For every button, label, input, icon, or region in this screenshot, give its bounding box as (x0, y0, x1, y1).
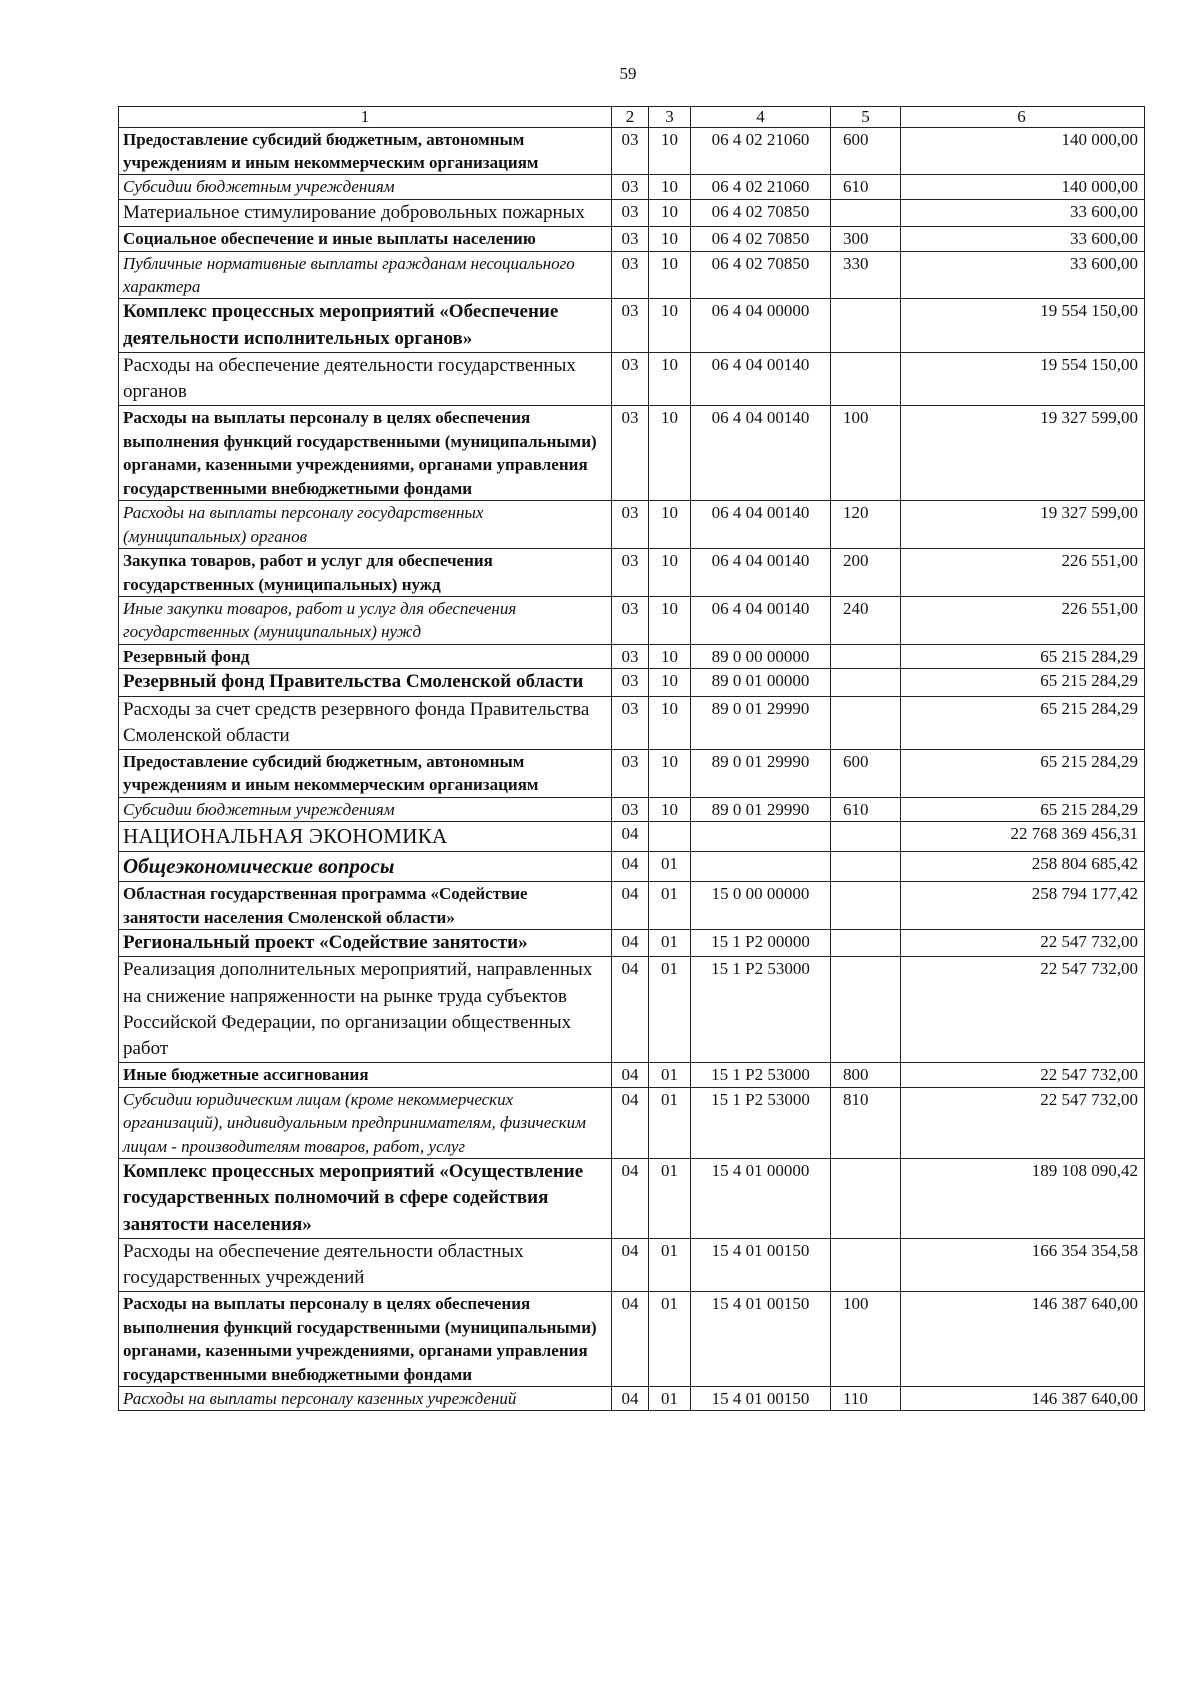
table-row (119, 1159, 1145, 1239)
cell-section: 04 (612, 1238, 649, 1291)
cell-name: Предоставление субсидий бюджетным, автономным учреждениям и иным некоммерческим организациям (119, 750, 612, 798)
cell-target-article: 06 4 04 00140 (691, 406, 831, 501)
column-header-5: 5 (831, 107, 901, 128)
cell-amount: 146 387 640,00 (901, 1387, 1145, 1411)
cell-expense-type (831, 696, 901, 749)
cell-expense-type (831, 299, 901, 352)
table-row (119, 127, 1145, 175)
cell-name: Расходы на выплаты персоналу казенных учреждений (119, 1387, 612, 1411)
cell-section: 04 (612, 1292, 649, 1387)
cell-subsection: 01 (649, 957, 691, 1063)
table-row (119, 696, 1145, 749)
cell-section: 03 (612, 406, 649, 501)
table-row (119, 406, 1145, 501)
cell-name: Иные закупки товаров, работ и услуг для обеспечения государственных (муниципальных) нужд (119, 596, 612, 644)
cell-amount: 33 600,00 (901, 251, 1145, 299)
table-row (119, 1238, 1145, 1291)
cell-amount: 19 327 599,00 (901, 501, 1145, 549)
cell-expense-type: 300 (831, 227, 901, 251)
cell-amount: 22 768 369 456,31 (901, 822, 1145, 852)
cell-subsection: 01 (649, 1292, 691, 1387)
cell-target-article: 15 0 00 00000 (691, 882, 831, 930)
cell-name: Закупка товаров, работ и услуг для обеспечения государственных (муниципальных) нужд (119, 549, 612, 597)
page-number: 59 (619, 64, 637, 83)
cell-section: 03 (612, 251, 649, 299)
budget-table (118, 106, 1145, 1411)
cell-amount: 22 547 732,00 (901, 1087, 1145, 1158)
cell-subsection: 10 (649, 352, 691, 405)
cell-expense-type: 100 (831, 406, 901, 501)
cell-amount: 258 804 685,42 (901, 852, 1145, 882)
cell-amount: 65 215 284,29 (901, 797, 1145, 821)
cell-section: 04 (612, 1063, 649, 1087)
cell-subsection (649, 822, 691, 852)
table-row (119, 175, 1145, 199)
cell-target-article: 06 4 02 21060 (691, 175, 831, 199)
cell-target-article: 89 0 01 29990 (691, 797, 831, 821)
cell-section: 03 (612, 299, 649, 352)
cell-name: Иные бюджетные ассигнования (119, 1063, 612, 1087)
table-row (119, 852, 1145, 882)
cell-expense-type: 110 (831, 1387, 901, 1411)
cell-target-article: 15 4 01 00150 (691, 1387, 831, 1411)
cell-target-article: 06 4 04 00140 (691, 501, 831, 549)
cell-expense-type: 800 (831, 1063, 901, 1087)
cell-subsection: 10 (649, 549, 691, 597)
cell-expense-type (831, 930, 901, 957)
cell-target-article: 06 4 02 70850 (691, 227, 831, 251)
cell-target-article: 89 0 00 00000 (691, 644, 831, 668)
cell-target-article: 89 0 01 29990 (691, 696, 831, 749)
table-row (119, 957, 1145, 1063)
table-row (119, 750, 1145, 798)
cell-section: 04 (612, 1387, 649, 1411)
cell-subsection: 01 (649, 1087, 691, 1158)
table-header-row (119, 107, 1145, 128)
cell-section: 03 (612, 549, 649, 597)
cell-name: Расходы на обеспечение деятельности областных государственных учреждений (119, 1238, 612, 1291)
table-row (119, 1087, 1145, 1158)
cell-amount: 258 794 177,42 (901, 882, 1145, 930)
cell-target-article: 15 4 01 00000 (691, 1159, 831, 1239)
cell-section: 03 (612, 352, 649, 405)
cell-expense-type: 100 (831, 1292, 901, 1387)
cell-subsection: 01 (649, 852, 691, 882)
cell-section: 04 (612, 882, 649, 930)
cell-amount: 33 600,00 (901, 227, 1145, 251)
cell-amount: 65 215 284,29 (901, 669, 1145, 696)
cell-target-article: 06 4 04 00140 (691, 596, 831, 644)
cell-amount: 226 551,00 (901, 549, 1145, 597)
cell-expense-type (831, 199, 901, 226)
cell-name: Общеэкономические вопросы (119, 852, 612, 882)
cell-name: Предоставление субсидий бюджетным, автономным учреждениям и иным некоммерческим организациям (119, 127, 612, 175)
table-row (119, 1063, 1145, 1087)
table-row (119, 251, 1145, 299)
cell-name: Расходы на обеспечение деятельности государственных органов (119, 352, 612, 405)
cell-name: НАЦИОНАЛЬНАЯ ЭКОНОМИКА (119, 822, 612, 852)
cell-target-article: 06 4 04 00000 (691, 299, 831, 352)
cell-amount: 65 215 284,29 (901, 644, 1145, 668)
cell-section: 03 (612, 797, 649, 821)
cell-subsection: 10 (649, 127, 691, 175)
table-row (119, 930, 1145, 957)
table-row (119, 501, 1145, 549)
cell-name: Резервный фонд (119, 644, 612, 668)
cell-expense-type (831, 1238, 901, 1291)
cell-target-article (691, 822, 831, 852)
cell-expense-type (831, 352, 901, 405)
cell-target-article: 06 4 02 21060 (691, 127, 831, 175)
cell-section: 03 (612, 501, 649, 549)
cell-subsection: 01 (649, 1159, 691, 1239)
cell-name: Расходы на выплаты персоналу в целях обеспечения выполнения функций государственными (муниципальными) органами, казенными учреждениями, органами управления государственными внебюджетными фондами (119, 1292, 612, 1387)
table-row (119, 549, 1145, 597)
cell-name: Материальное стимулирование добровольных пожарных (119, 199, 612, 226)
cell-expense-type (831, 882, 901, 930)
cell-amount: 65 215 284,29 (901, 696, 1145, 749)
cell-expense-type: 810 (831, 1087, 901, 1158)
cell-name: Субсидии бюджетным учреждениям (119, 797, 612, 821)
cell-section: 03 (612, 750, 649, 798)
cell-section: 03 (612, 227, 649, 251)
cell-subsection: 01 (649, 1063, 691, 1087)
cell-expense-type (831, 1159, 901, 1239)
cell-section: 03 (612, 669, 649, 696)
cell-expense-type: 610 (831, 797, 901, 821)
cell-section: 03 (612, 644, 649, 668)
cell-subsection: 01 (649, 882, 691, 930)
cell-section: 03 (612, 175, 649, 199)
cell-target-article: 89 0 01 00000 (691, 669, 831, 696)
cell-section: 04 (612, 1087, 649, 1158)
table-row (119, 596, 1145, 644)
cell-name: Комплекс процессных мероприятий «Обеспечение деятельности исполнительных органов» (119, 299, 612, 352)
cell-expense-type (831, 822, 901, 852)
cell-section: 04 (612, 1159, 649, 1239)
cell-subsection: 01 (649, 1387, 691, 1411)
cell-name: Резервный фонд Правительства Смоленской области (119, 669, 612, 696)
cell-subsection: 10 (649, 199, 691, 226)
cell-amount: 19 327 599,00 (901, 406, 1145, 501)
cell-section: 04 (612, 822, 649, 852)
cell-target-article: 15 4 01 00150 (691, 1238, 831, 1291)
column-header-4: 4 (691, 107, 831, 128)
cell-expense-type: 200 (831, 549, 901, 597)
cell-subsection: 10 (649, 406, 691, 501)
column-header-6: 6 (901, 107, 1145, 128)
cell-target-article: 15 1 P2 53000 (691, 1087, 831, 1158)
cell-expense-type: 330 (831, 251, 901, 299)
cell-subsection: 10 (649, 501, 691, 549)
cell-amount: 189 108 090,42 (901, 1159, 1145, 1239)
cell-name: Реализация дополнительных мероприятий, направленных на снижение напряженности на рынке труда субъектов Российской Федерации, по организации общественных работ (119, 957, 612, 1063)
cell-target-article: 06 4 02 70850 (691, 199, 831, 226)
cell-target-article: 06 4 04 00140 (691, 549, 831, 597)
cell-subsection: 10 (649, 696, 691, 749)
column-header-2: 2 (612, 107, 649, 128)
cell-subsection: 10 (649, 227, 691, 251)
column-header-3: 3 (649, 107, 691, 128)
table-row (119, 797, 1145, 821)
cell-amount: 146 387 640,00 (901, 1292, 1145, 1387)
cell-name: Расходы на выплаты персоналу государственных (муниципальных) органов (119, 501, 612, 549)
cell-amount: 19 554 150,00 (901, 352, 1145, 405)
cell-target-article: 15 1 P2 00000 (691, 930, 831, 957)
table-row (119, 822, 1145, 852)
cell-amount: 22 547 732,00 (901, 1063, 1145, 1087)
table-row (119, 227, 1145, 251)
cell-name: Областная государственная программа «Содействие занятости населения Смоленской области» (119, 882, 612, 930)
cell-amount: 140 000,00 (901, 175, 1145, 199)
cell-expense-type (831, 957, 901, 1063)
cell-subsection: 01 (649, 1238, 691, 1291)
cell-name: Расходы за счет средств резервного фонда Правительства Смоленской области (119, 696, 612, 749)
cell-subsection: 01 (649, 930, 691, 957)
cell-subsection: 10 (649, 669, 691, 696)
cell-section: 04 (612, 852, 649, 882)
cell-name: Субсидии бюджетным учреждениям (119, 175, 612, 199)
cell-target-article: 15 1 P2 53000 (691, 1063, 831, 1087)
table-row (119, 1292, 1145, 1387)
cell-subsection: 10 (649, 644, 691, 668)
cell-subsection: 10 (649, 175, 691, 199)
table-row (119, 882, 1145, 930)
cell-amount: 22 547 732,00 (901, 930, 1145, 957)
table-row (119, 1387, 1145, 1411)
cell-amount: 33 600,00 (901, 199, 1145, 226)
table-row (119, 199, 1145, 226)
cell-amount: 19 554 150,00 (901, 299, 1145, 352)
cell-amount: 65 215 284,29 (901, 750, 1145, 798)
cell-name: Расходы на выплаты персоналу в целях обеспечения выполнения функций государственными (муниципальными) органами, казенными учреждениями, органами управления государственными внебюджетными фондами (119, 406, 612, 501)
cell-expense-type (831, 669, 901, 696)
cell-name: Субсидии юридическим лицам (кроме некоммерческих организаций), индивидуальным предпринимателям, физическим лицам - производителям товаров, работ, услуг (119, 1087, 612, 1158)
cell-target-article: 89 0 01 29990 (691, 750, 831, 798)
cell-amount: 140 000,00 (901, 127, 1145, 175)
cell-subsection: 10 (649, 299, 691, 352)
cell-target-article: 06 4 04 00140 (691, 352, 831, 405)
cell-section: 03 (612, 696, 649, 749)
cell-section: 04 (612, 930, 649, 957)
cell-subsection: 10 (649, 797, 691, 821)
cell-section: 04 (612, 957, 649, 1063)
cell-section: 03 (612, 199, 649, 226)
cell-expense-type: 610 (831, 175, 901, 199)
cell-target-article: 06 4 02 70850 (691, 251, 831, 299)
cell-amount: 226 551,00 (901, 596, 1145, 644)
table-row (119, 352, 1145, 405)
cell-subsection: 10 (649, 750, 691, 798)
table-row (119, 299, 1145, 352)
cell-section: 03 (612, 596, 649, 644)
cell-expense-type: 240 (831, 596, 901, 644)
cell-name: Публичные нормативные выплаты гражданам несоциального характера (119, 251, 612, 299)
cell-target-article: 15 4 01 00150 (691, 1292, 831, 1387)
cell-expense-type: 600 (831, 750, 901, 798)
cell-name: Региональный проект «Содействие занятости» (119, 930, 612, 957)
cell-name: Социальное обеспечение и иные выплаты населению (119, 227, 612, 251)
cell-amount: 166 354 354,58 (901, 1238, 1145, 1291)
table-row (119, 669, 1145, 696)
cell-amount: 22 547 732,00 (901, 957, 1145, 1063)
cell-expense-type (831, 644, 901, 668)
cell-target-article (691, 852, 831, 882)
table-row (119, 644, 1145, 668)
cell-subsection: 10 (649, 596, 691, 644)
cell-target-article: 15 1 P2 53000 (691, 957, 831, 1063)
column-header-1: 1 (119, 107, 612, 128)
cell-section: 03 (612, 127, 649, 175)
cell-expense-type: 120 (831, 501, 901, 549)
cell-expense-type: 600 (831, 127, 901, 175)
cell-name: Комплекс процессных мероприятий «Осуществление государственных полномочий в сфере содействия занятости населения» (119, 1159, 612, 1239)
cell-subsection: 10 (649, 251, 691, 299)
cell-expense-type (831, 852, 901, 882)
